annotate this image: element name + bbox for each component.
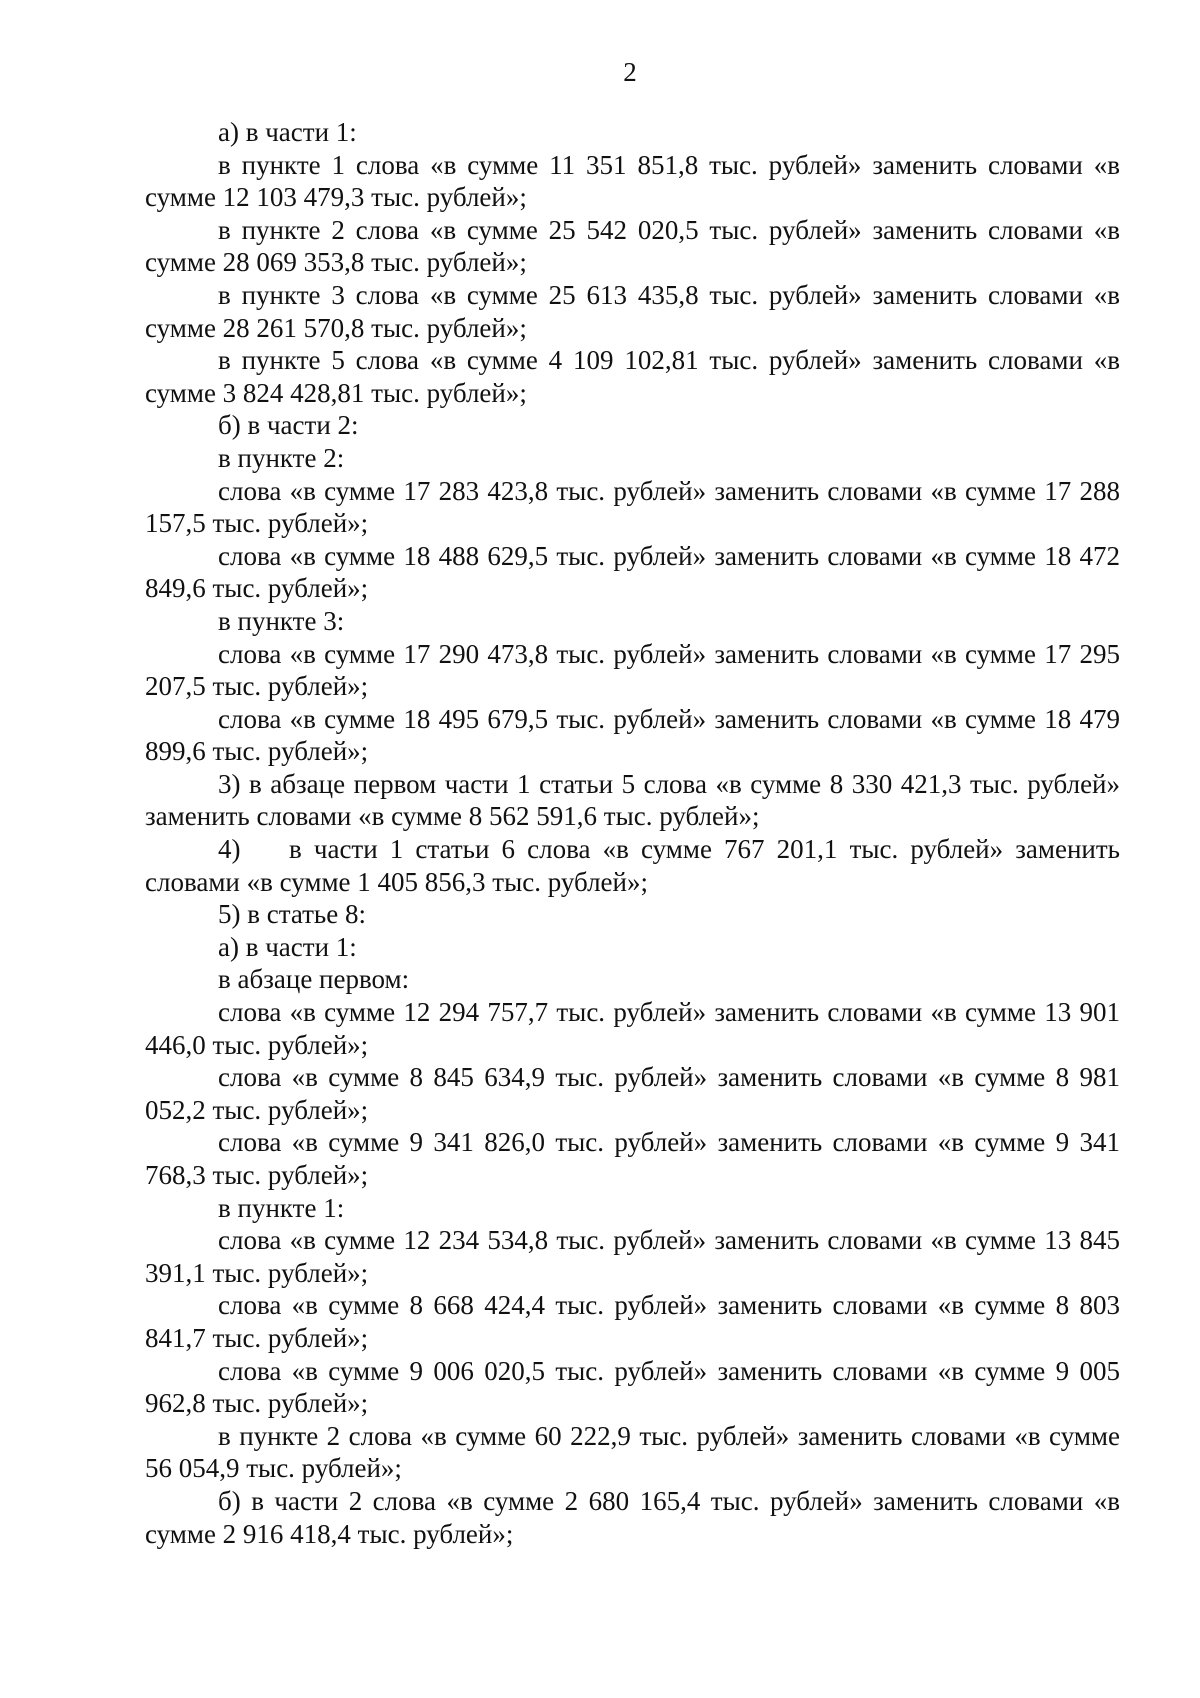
paragraph-item3-article5: 3) в абзаце первом части 1 статьи 5 слова «в сумме 8 330 421,3 тыс. рублей» заменить словами «в сумме 8 562 591,6 тыс. рублей»; [145, 768, 1120, 832]
paragraph-article8-item2: в пункте 2 слова «в сумме 60 222,9 тыс. рублей» заменить словами «в сумме 56 054,9 тыс. рублей»; [145, 1420, 1120, 1484]
paragraph-article8-item1-line3: слова «в сумме 9 006 020,5 тыс. рублей» заменить словами «в сумме 9 005 962,8 тыс. рублей»; [145, 1355, 1120, 1419]
paragraph-part1-item5: в пункте 5 слова «в сумме 4 109 102,81 тыс. рублей» заменить словами «в сумме 3 824 428,81 тыс. рублей»; [145, 345, 1120, 408]
paragraph-article8-first-abzac-heading: в абзаце первом: [218, 964, 410, 995]
paragraph-article8-abzac-line3: слова «в сумме 9 341 826,0 тыс. рублей» заменить словами «в сумме 9 341 768,3 тыс. рублей»; [145, 1127, 1120, 1190]
paragraph-part1-item1: в пункте 1 слова «в сумме 11 351 851,8 тыс. рублей» заменить словами «в сумме 12 103 479,3 тыс. рублей»; [145, 149, 1120, 213]
paragraph-part2-item3-heading: в пункте 3: [218, 605, 345, 636]
paragraph-article8-part2: б) в части 2 слова «в сумме 2 680 165,4 тыс. рублей» заменить словами «в сумме 2 916 418,4 тыс. рублей»; [145, 1485, 1120, 1549]
paragraph-item4-article6 [145, 833, 1120, 898]
item4-number: 4) [218, 834, 241, 865]
paragraph-part2-item3-line2: слова «в сумме 18 495 679,5 тыс. рублей» заменить словами «в сумме 18 479 899,6 тыс. рублей»; [145, 703, 1120, 767]
item4-text: в части 1 статьи 6 слова «в сумме 767 201,1 тыс. рублей» заменить словами «в сумме 1 405 856,3 тыс. рублей»; [145, 834, 1120, 897]
paragraph-part2-heading: б) в части 2: [218, 410, 359, 441]
paragraph-article8-item1-line1: слова «в сумме 12 234 534,8 тыс. рублей» заменить словами «в сумме 13 845 391,1 тыс. рублей»; [145, 1225, 1120, 1288]
paragraph-part2-item2-line1: слова «в сумме 17 283 423,8 тыс. рублей» заменить словами «в сумме 17 288 157,5 тыс. рублей»; [145, 475, 1120, 539]
paragraph-part1-item2: в пункте 2 слова «в сумме 25 542 020,5 тыс. рублей» заменить словами «в сумме 28 069 353,8 тыс. рублей»; [145, 214, 1120, 278]
document-body [145, 116, 1120, 1550]
paragraph-part2-item2-heading: в пункте 2: [218, 442, 345, 473]
paragraph-part1-item3: в пункте 3 слова «в сумме 25 613 435,8 тыс. рублей» заменить словами «в сумме 28 261 570,8 тыс. рублей»; [145, 279, 1120, 343]
paragraph-article8-part1-heading: а) в части 1: [218, 931, 357, 962]
paragraph-article8-abzac-line2: слова «в сумме 8 845 634,9 тыс. рублей» заменить словами «в сумме 8 981 052,2 тыс. рублей»; [145, 1062, 1120, 1125]
paragraph-part2-item2-line2: слова «в сумме 18 488 629,5 тыс. рублей» заменить словами «в сумме 18 472 849,6 тыс. рублей»; [145, 540, 1120, 604]
paragraph-article8-abzac-line1: слова «в сумме 12 294 757,7 тыс. рублей» заменить словами «в сумме 13 901 446,0 тыс. рублей»; [145, 997, 1120, 1060]
paragraph-article8-item1-line2: слова «в сумме 8 668 424,4 тыс. рублей» заменить словами «в сумме 8 803 841,7 тыс. рублей»; [145, 1290, 1120, 1353]
paragraph-item5-article8: 5) в статье 8: [218, 899, 366, 930]
paragraph-article8-item1-heading: в пункте 1: [218, 1192, 345, 1223]
paragraph-part2-item3-line1: слова «в сумме 17 290 473,8 тыс. рублей» заменить словами «в сумме 17 295 207,5 тыс. рублей»; [145, 638, 1120, 702]
paragraph-part1-heading: а) в части 1: [218, 117, 357, 147]
page-number: 2 [623, 57, 637, 87]
